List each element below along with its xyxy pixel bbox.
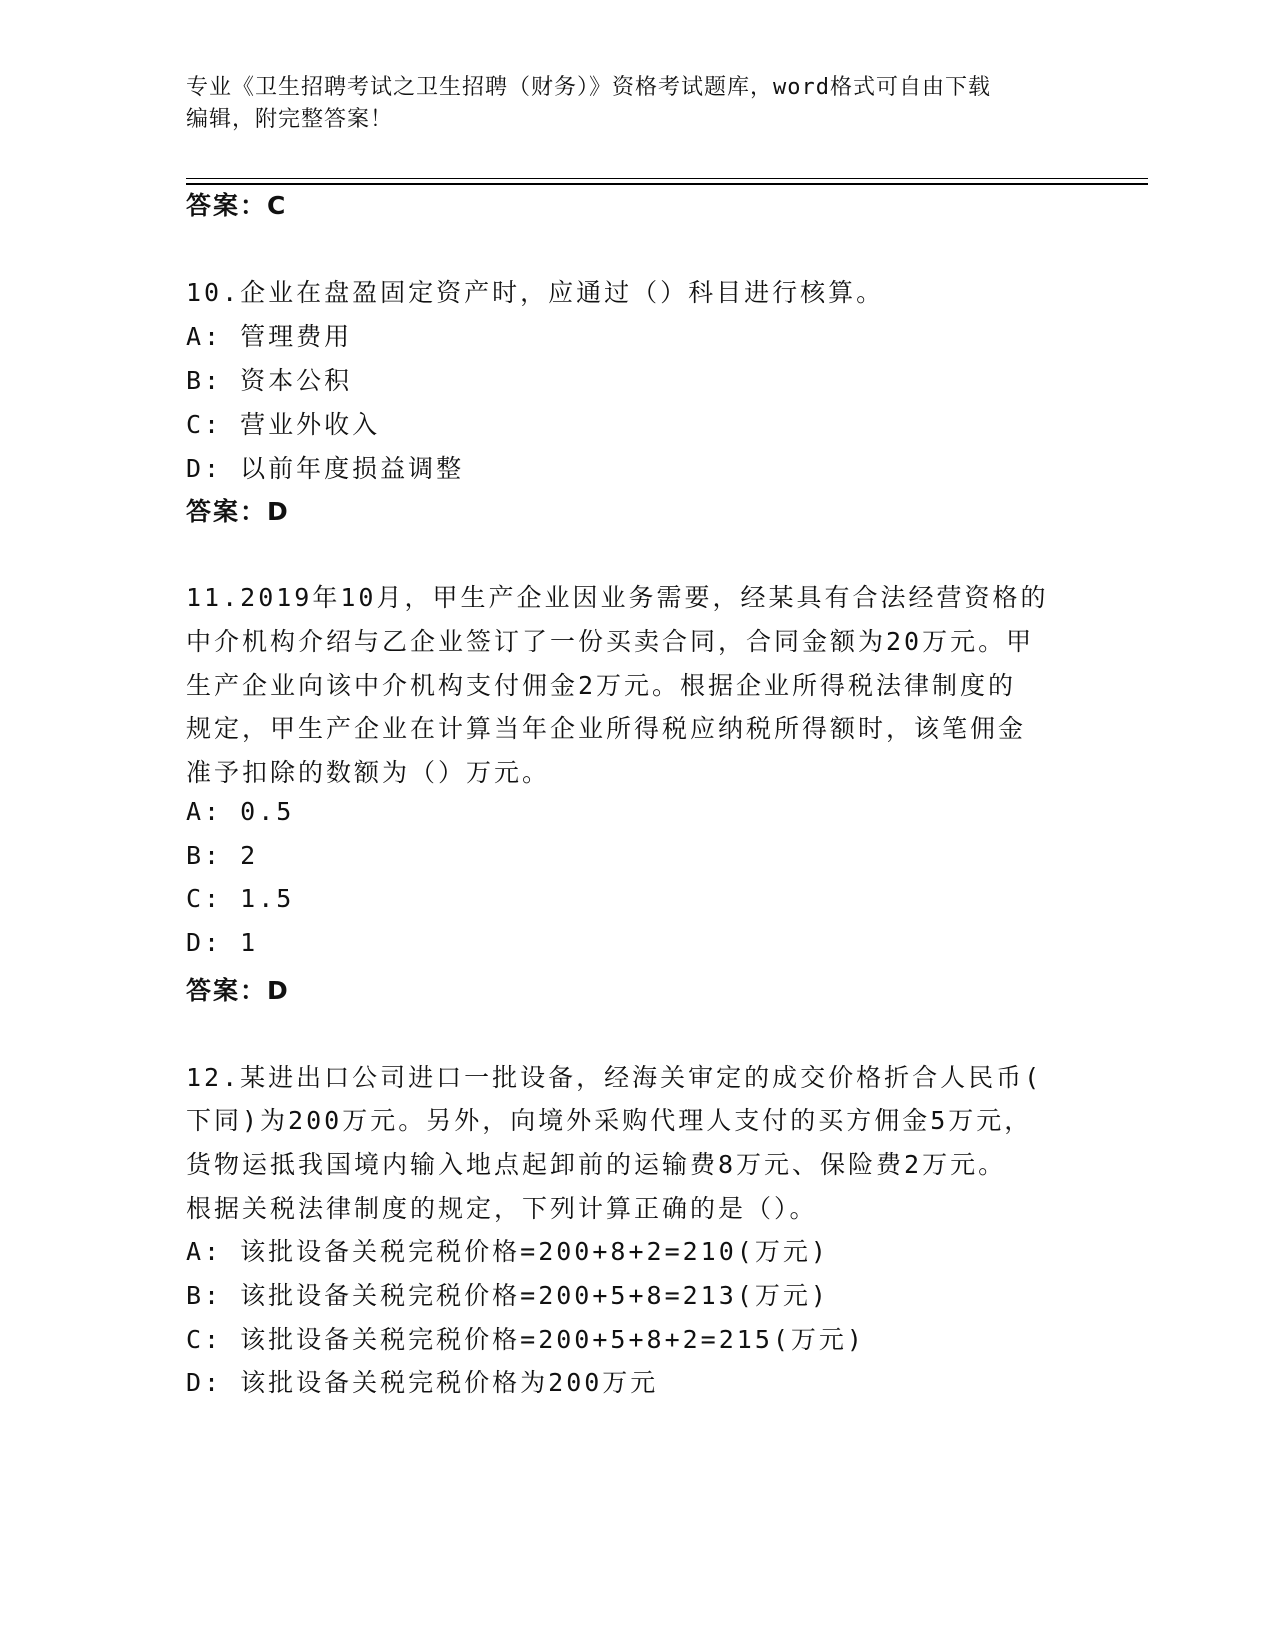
question-11-stem-line-3: 生产企业向该中介机构支付佣金2万元。根据企业所得税法律制度的 xyxy=(186,671,1017,700)
header-divider-thin xyxy=(186,178,1148,179)
question-10-stem: 10.企业在盘盈固定资产时，应通过（）科目进行核算。 xyxy=(186,278,885,307)
question-11-stem-line-4: 规定，甲生产企业在计算当年企业所得税应纳税所得额时，该笔佣金 xyxy=(186,714,1027,743)
question-11-option-d: D: 1 xyxy=(186,928,259,957)
header-line-2: 编辑，附完整答案！ xyxy=(186,107,394,132)
question-10-option-b: B: 资本公积 xyxy=(186,366,353,395)
header-divider-thick xyxy=(186,183,1148,185)
header-line-1: 专业《卫生招聘考试之卫生招聘（财务）》资格考试题库，word格式可自由下载 xyxy=(186,75,991,100)
question-11-option-a: A: 0.5 xyxy=(186,797,295,826)
previous-answer: 答案：C xyxy=(186,191,288,220)
question-12-stem-line-1: 12.某进出口公司进口一批设备，经海关审定的成交价格折合人民币( xyxy=(186,1063,1043,1092)
question-11-stem-line-2: 中介机构介绍与乙企业签订了一份买卖合同，合同金额为20万元。甲 xyxy=(186,627,1035,656)
question-12-stem-line-4: 根据关税法律制度的规定，下列计算正确的是（）。 xyxy=(186,1194,818,1223)
question-12-option-d: D: 该批设备关税完税价格为200万元 xyxy=(186,1368,659,1397)
question-10-option-c: C: 营业外收入 xyxy=(186,410,381,439)
document-header xyxy=(186,72,1066,136)
question-11-answer: 答案：D xyxy=(186,976,290,1005)
question-12-option-c: C: 该批设备关税完税价格=200+5+8+2=215(万元) xyxy=(186,1325,865,1354)
question-12-option-b: B: 该批设备关税完税价格=200+5+8=213(万元) xyxy=(186,1281,829,1310)
question-11-option-b: B: 2 xyxy=(186,841,259,870)
question-11-stem-line-1: 11.2019年10月，甲生产企业因业务需要，经某具有合法经营资格的 xyxy=(186,583,1049,612)
question-11-stem-line-5: 准予扣除的数额为（）万元。 xyxy=(186,758,551,787)
question-12-stem-line-3: 货物运抵我国境内输入地点起卸前的运输费8万元、保险费2万元。 xyxy=(186,1150,1007,1179)
question-10-option-a: A: 管理费用 xyxy=(186,322,353,351)
question-12-stem-line-2: 下同)为200万元。另外，向境外采购代理人支付的买方佣金5万元， xyxy=(186,1106,1033,1135)
question-11-option-c: C: 1.5 xyxy=(186,884,295,913)
question-10-answer: 答案：D xyxy=(186,497,290,526)
question-10-option-d: D: 以前年度损益调整 xyxy=(186,454,465,483)
question-12-option-a: A: 该批设备关税完税价格=200+8+2=210(万元) xyxy=(186,1237,829,1266)
